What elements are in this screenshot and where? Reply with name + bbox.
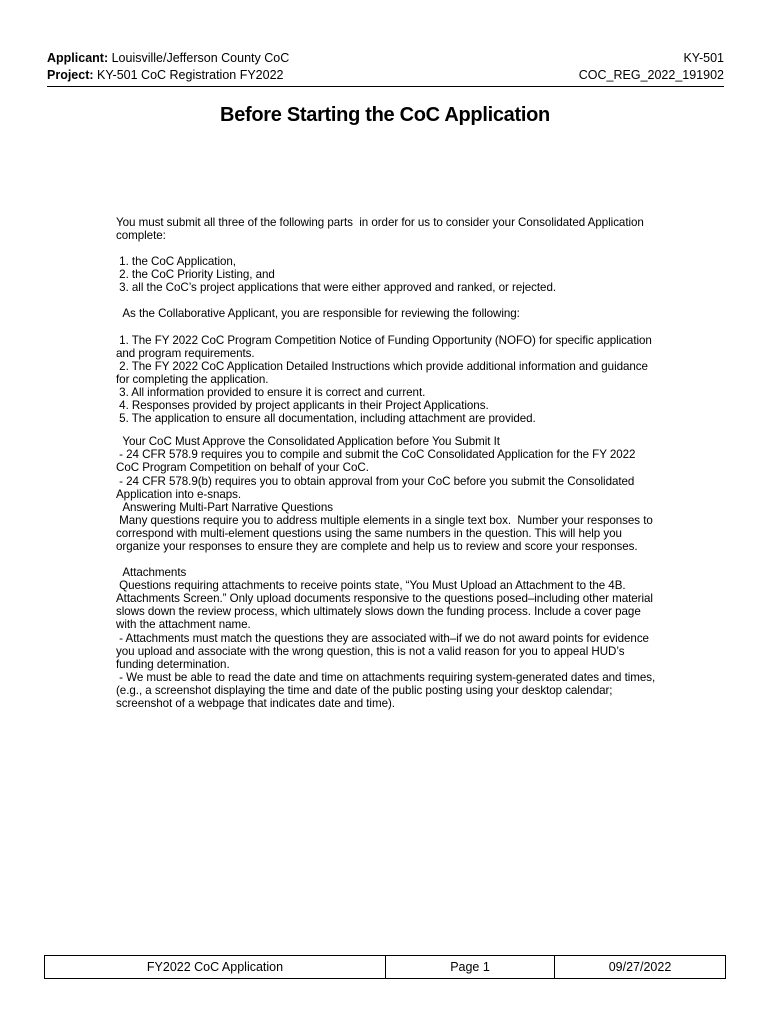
footer-application-name: FY2022 CoC Application: [45, 956, 386, 978]
parts-item: 1. the CoC Application,: [116, 255, 236, 269]
narrative-paragraph: Many questions require you to address multiple elements in a single text box. Number your responses to correspond with multi-element questions using the same numbers in the question. This will help you organize your responses to ensure they are complete and help us to review and score your responses.: [116, 513, 656, 553]
attachments-paragraph: Questions requiring attachments to receive points state, “You Must Upload an Attachment to the 4B. Attachments Screen.” Only upload documents responsive to the questions posed–including other material slows down the review process, which ultimately slows down the funding process. Include a cover page with the attachment name.: [116, 579, 657, 632]
parts-item: 3. all the CoC’s project applications that were either approved and ranked, or rejected.: [116, 281, 557, 295]
review-item: 4. Responses provided by project applicants in their Project Applications.: [116, 399, 489, 413]
collab-paragraph: As the Collaborative Applicant, you are responsible for reviewing the following:: [116, 307, 520, 321]
review-item: 1. The FY 2022 CoC Program Competition Notice of Funding Opportunity (NOFO) for specific application and program requirements.: [116, 333, 655, 360]
project-label: Project:: [47, 68, 94, 82]
applicant-info: [47, 50, 289, 67]
review-item: 3. All information provided to ensure it is correct and current.: [116, 385, 426, 399]
review-item: 5. The application to ensure all documentation, including attachment are provided.: [116, 412, 536, 426]
footer-date: 09/27/2022: [608, 960, 672, 974]
footer-page-number: Page 1: [386, 956, 555, 978]
review-item: 2. The FY 2022 CoC Application Detailed Instructions which provide additional information and guidance for completing the application.: [116, 359, 652, 386]
attachments-item: - We must be able to read the date and time on attachments requiring system-generated dates and times, (e.g., a screenshot displaying the time and date of the public posting using your desktop calendar; screenshot of a webpage that indicates date and time).: [116, 670, 659, 710]
approve-item: - 24 CFR 578.9(b) requires you to obtain approval from your CoC before you submit the Consolidated Application into e-snaps.: [116, 474, 637, 501]
project-info: [47, 67, 283, 84]
document-body: [116, 216, 661, 710]
page-title: Before Starting the CoC Application: [220, 104, 550, 126]
applicant-value: Louisville/Jefferson County CoC: [111, 51, 290, 65]
page-footer: [44, 955, 726, 979]
parts-item: 2. the CoC Priority Listing, and: [116, 268, 275, 282]
page-header: [47, 50, 724, 87]
applicant-label: Applicant:: [47, 51, 109, 65]
attachments-heading: Attachments: [116, 566, 187, 580]
header-row-applicant: [47, 50, 724, 67]
attachments-item: - Attachments must match the questions they are associated with–if we do not award points for evidence you upload and associate with the wrong question, this is not a valid reason for you to appeal HUD’s funding determination.: [116, 631, 653, 671]
header-row-project: [47, 67, 724, 84]
registration-code: COC_REG_2022_191902: [578, 68, 724, 82]
project-value: KY-501 CoC Registration FY2022: [97, 68, 284, 82]
approve-item: - 24 CFR 578.9 requires you to compile and submit the CoC Consolidated Application for the FY 2022 CoC Program Competition on behalf of your CoC.: [116, 448, 639, 475]
approve-heading: Your CoC Must Approve the Consolidated Application before You Submit It: [116, 435, 500, 449]
coc-number: KY-501: [683, 51, 724, 65]
intro-paragraph: You must submit all three of the following parts in order for us to consider your Consolidated Application complete:: [116, 216, 647, 243]
narrative-heading: Answering Multi-Part Narrative Questions: [116, 500, 333, 514]
